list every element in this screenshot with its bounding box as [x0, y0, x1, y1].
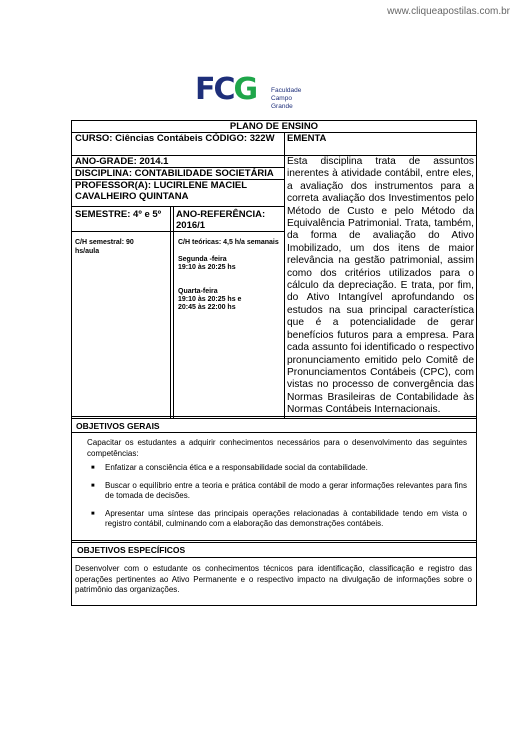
ch-semestral: C/H semestral: 90 hs/aula	[75, 239, 134, 255]
list-item: ■ Apresentar uma síntese das principais operações relacionadas à contabilidade tendo em vista o registro contábil, culminando com a elaboração das demonstrações contábeis.	[91, 508, 467, 528]
ano-grade-field: ANO-GRADE: 2014.1	[75, 156, 169, 167]
ano-referencia-field: ANO-REFERÊNCIA: 2016/1	[176, 209, 266, 231]
semestre-field: SEMESTRE: 4º e 5º	[75, 209, 162, 220]
quarta-time-1: 19:10 às 20:25 hs e	[178, 296, 242, 303]
bullet-icon: ■	[91, 482, 95, 489]
page-title: PLANO DE ENSINO	[229, 121, 319, 132]
plano-de-ensino-table	[71, 120, 477, 606]
objetivos-gerais-intro: Capacitar os estudantes a adquirir conhecimentos necessários para o desenvolvimento das seguintes competências:	[87, 438, 467, 458]
site-watermark: www.cliqueapostilas.com.br	[387, 6, 510, 17]
objetivos-especificos-title: OBJETIVOS ESPECÍFICOS	[77, 545, 186, 555]
curso-field: CURSO: Ciências Contábeis CÓDIGO: 322W	[75, 133, 275, 144]
logo-subtitle: Faculdade Campo Grande	[271, 87, 302, 110]
ementa-title: EMENTA	[287, 133, 327, 144]
bullet-icon: ■	[91, 465, 95, 471]
disciplina-field: DISCIPLINA: CONTABILIDADE SOCIETÁRIA	[75, 168, 274, 179]
list-item: ■ Buscar o equilíbrio entre a teoria e prática contábil de modo a gerar informações relevantes para fins de tomada de decisões.	[91, 480, 467, 500]
ch-teoricas: C/H teóricas: 4,5 h/a semanais	[178, 239, 279, 246]
logo-letters: FCG	[195, 72, 257, 107]
objetivos-gerais-list	[87, 463, 467, 537]
segunda-label: Segunda -feira	[178, 256, 227, 263]
objetivos-gerais-title: OBJETIVOS GERAIS	[76, 421, 160, 431]
segunda-time: 19:10 às 20:25 hs	[178, 264, 236, 271]
quarta-label: Quarta-feira	[178, 288, 218, 295]
objetivos-especificos-text: Desenvolver com o estudante os conhecimentos técnicos para identificação, classificação e registro das operações pertinentes ao Ativo Permanente e o respectivo impacto na divulgação de informações sobre o patrimônio das organizações.	[75, 564, 472, 594]
ementa-text: Esta disciplina trata de assuntos inerentes à atividade contábil, entre eles, a avaliação dos instrumentos para a correta avaliação dos Investimentos pelo Método de Custo e pelo Método da Equivalência Patrimonial. Trata, também, da forma de avaliação do Ativo Imobilizado, um dos itens de maior relevância na gestão patrimonial, assim como dos critérios utilizados para o cálculo da depreciação. E trata, por fim, do Ativo Intangível aprofundando os estudos na sua principal característica que é a potencialidade de gerar benefícios futuros para a empresa. Para cada assunto foi identificado o respectivo pronunciamento emitido pelo Comitê de Pronunciamentos Contábeis (CPC), com vistas no processo de convergência das Normas Brasileiras de Contabilidade às Normas Contábeis Internacionais.	[287, 156, 474, 416]
quarta-time-2: 20:45 às 22:00 hs	[178, 304, 236, 311]
bullet-icon: ■	[91, 510, 95, 517]
fcg-logo	[195, 74, 315, 108]
list-item: ■ Enfatizar a consciência ética e a responsabilidade social da contabilidade.	[91, 463, 368, 472]
professor-field: PROFESSOR(A): LUCIRLENE MACIEL CAVALHEIRO QUINTANA	[75, 180, 247, 202]
